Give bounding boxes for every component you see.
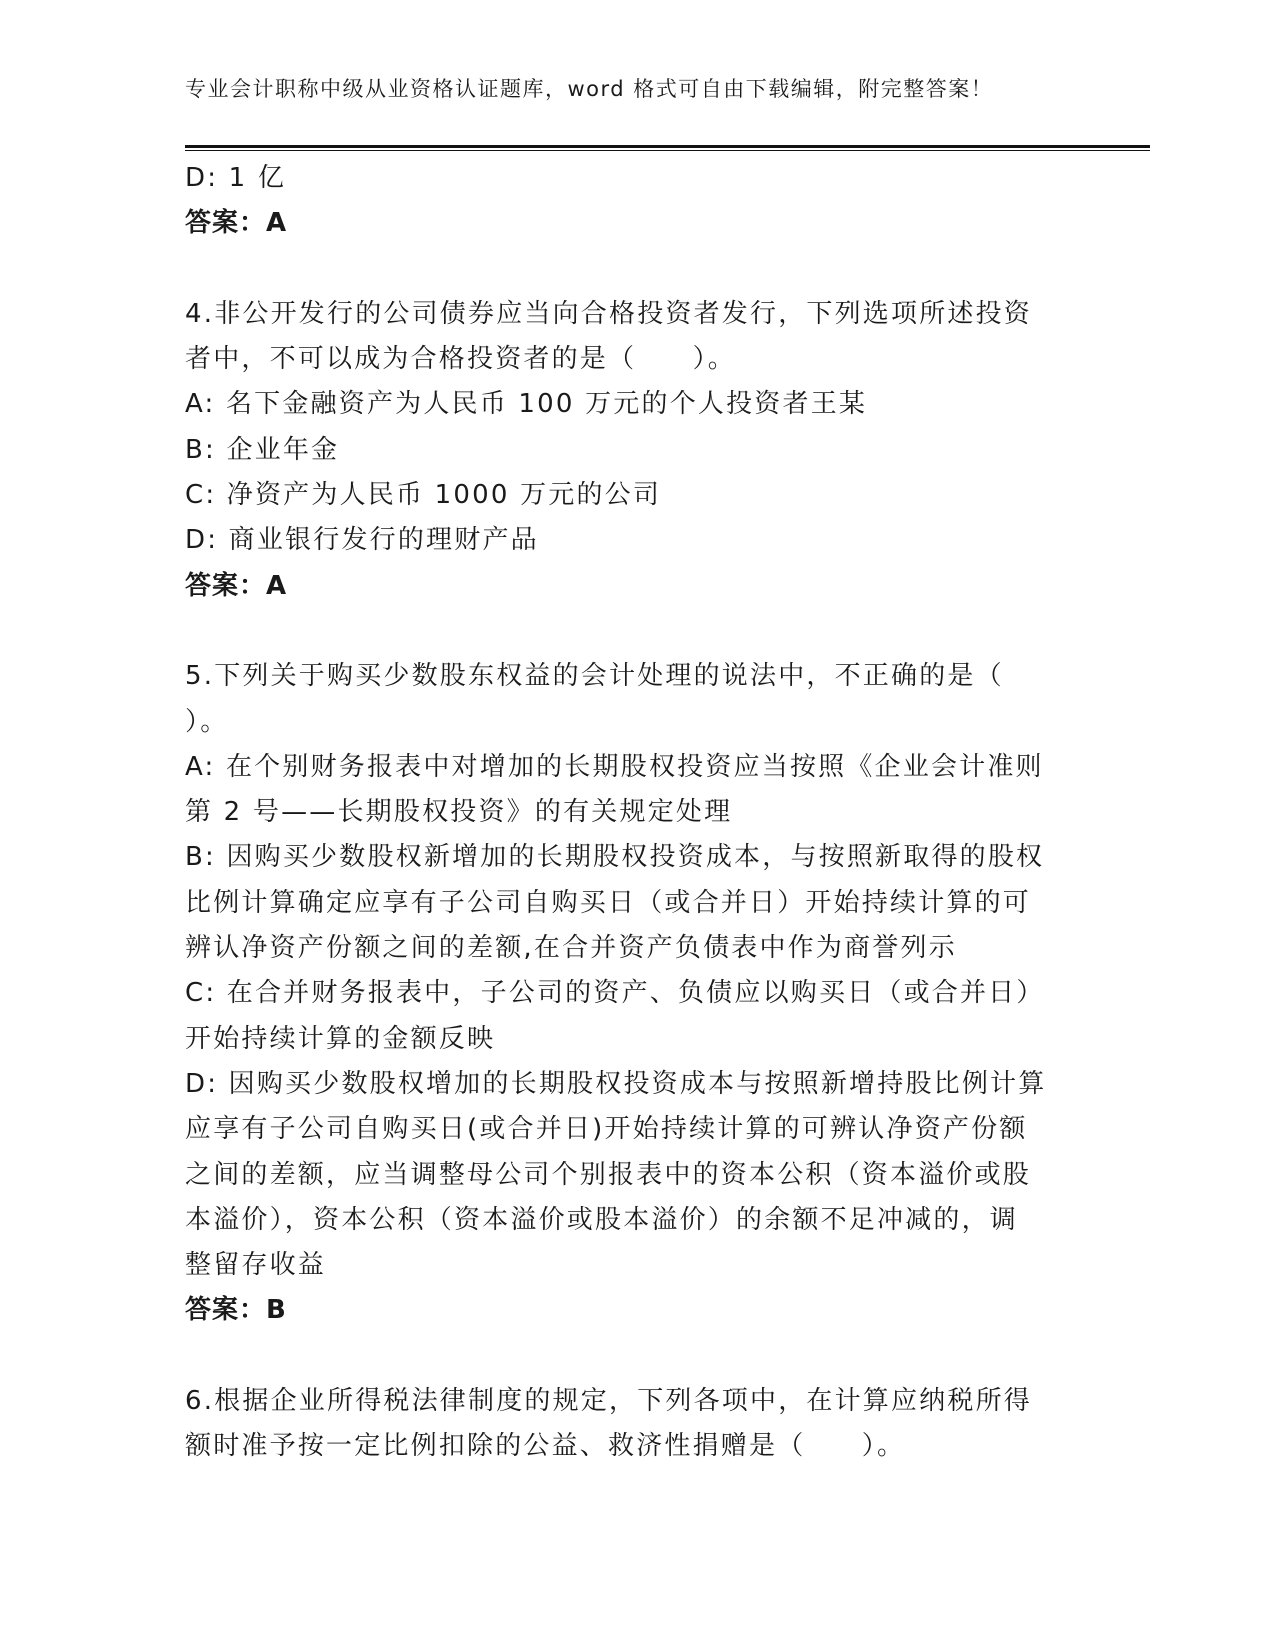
question-3-tail (185, 156, 1085, 247)
option-a: A: 名下金融资产为人民币 100 万元的个人投资者王某 (185, 389, 868, 420)
spacer (185, 247, 1085, 292)
header-divider (185, 145, 1150, 151)
option-c: C: 净资产为人民币 1000 万元的公司 (185, 480, 662, 511)
option-d: 之间的差额，应当调整母公司个别报表中的资本公积（资本溢价或股 (185, 1159, 1032, 1190)
question-5 (185, 654, 1085, 1333)
question-stem: 4.非公开发行的公司债券应当向合格投资者发行，下列选项所述投资 (185, 298, 1033, 329)
option-d: 应享有子公司自购买日(或合并日)开始持续计算的可辨认净资产份额 (185, 1114, 1028, 1145)
question-stem: 6.根据企业所得税法律制度的规定，下列各项中，在计算应纳税所得 (185, 1386, 1033, 1417)
option-b: 比例计算确定应享有子公司自购买日（或合并日）开始持续计算的可 (185, 887, 1032, 918)
option-b: 辨认净资产份额之间的差额,在合并资产负债表中作为商誉列示 (185, 933, 957, 964)
option-a: 第 2 号——长期股权投资》的有关规定处理 (185, 797, 733, 828)
option-b: B: 企业年金 (185, 434, 340, 465)
question-stem: ）。 (185, 706, 229, 737)
page-header: 专业会计职称中级从业资格认证题库，word 格式可自由下载编辑，附完整答案！ (185, 77, 994, 101)
document-body (185, 156, 1085, 1470)
question-stem: 者中，不可以成为合格投资者的是（ ）。 (185, 344, 737, 375)
option-c: 开始持续计算的金额反映 (185, 1023, 496, 1054)
question-4 (185, 292, 1085, 609)
option-d: D: 1 亿 (185, 163, 287, 193)
spacer (185, 1334, 1085, 1379)
option-d: D: 商业银行发行的理财产品 (185, 525, 539, 556)
option-d: 本溢价），资本公积（资本溢价或股本溢价）的余额不足冲减的，调 (185, 1204, 1019, 1235)
option-c: C: 在合并财务报表中，子公司的资产、负债应以购买日（或合并日） (185, 978, 1045, 1009)
answer-label: 答案：A (185, 570, 288, 601)
question-stem: 额时准予按一定比例扣除的公益、救济性捐赠是（ ）。 (185, 1431, 906, 1462)
option-b: B: 因购买少数股权新增加的长期股权投资成本，与按照新取得的股权 (185, 842, 1045, 873)
spacer (185, 609, 1085, 654)
option-d: D: 因购买少数股权增加的长期股权投资成本与按照新增持股比例计算 (185, 1068, 1047, 1099)
question-stem: 5.下列关于购买少数股东权益的会计处理的说法中，不正确的是（ (185, 661, 1004, 692)
question-6 (185, 1379, 1085, 1470)
answer-label: 答案：B (185, 1295, 287, 1326)
answer-label: 答案：A (185, 208, 288, 239)
option-d: 整留存收益 (185, 1250, 327, 1281)
option-a: A: 在个别财务报表中对增加的长期股权投资应当按照《企业会计准则 (185, 751, 1044, 782)
